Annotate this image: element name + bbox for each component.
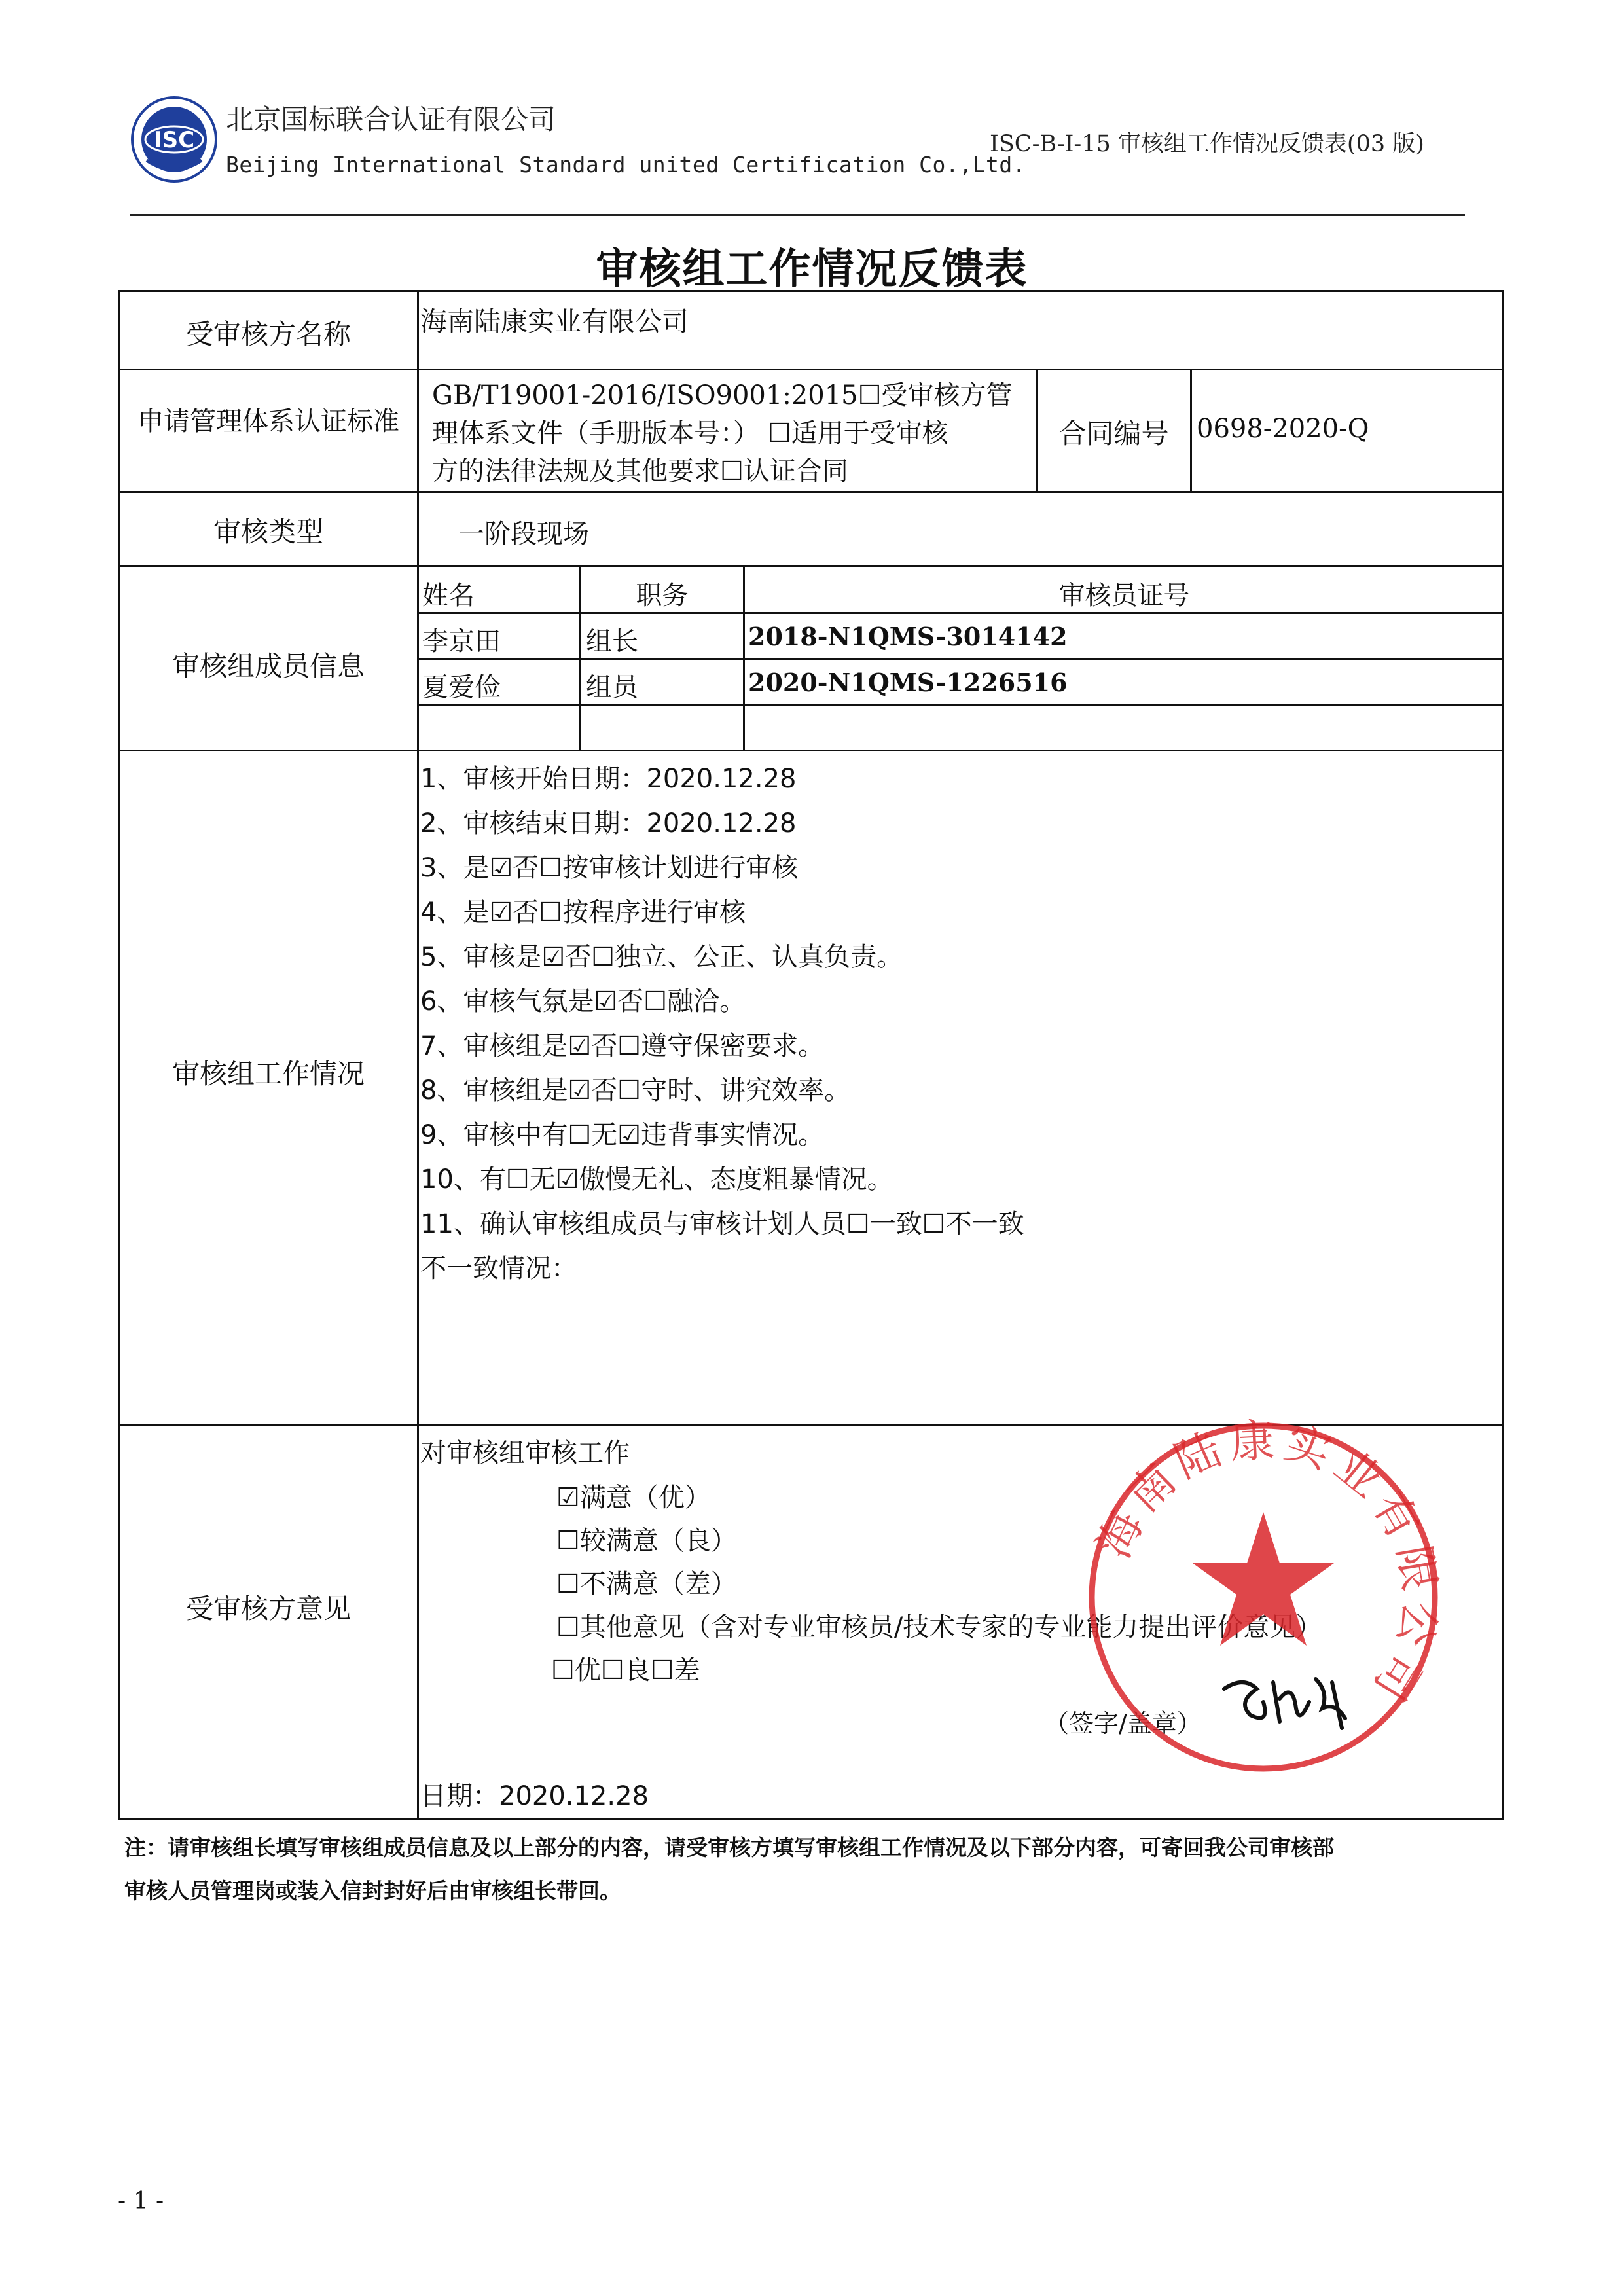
member-cert: 2020-N1QMS-1226516 xyxy=(748,668,1068,697)
row-divider xyxy=(118,491,1504,493)
member-name: 李京田 xyxy=(422,626,501,657)
row-divider xyxy=(118,750,1504,751)
work-item: 1、审核开始日期：2020.12.28 xyxy=(420,764,797,794)
header-divider xyxy=(130,214,1465,216)
page-title: 审核组工作情况反馈表 xyxy=(596,245,1028,294)
member-role: 组长 xyxy=(586,626,638,657)
work-item: 不一致情况： xyxy=(420,1254,577,1284)
contract-number-label: 合同编号 xyxy=(1058,418,1169,450)
member-name: 夏爱俭 xyxy=(422,672,501,702)
work-item: 2、审核结束日期：2020.12.28 xyxy=(420,808,797,839)
standard-line: 方的法律法规及其他要求☐认证合同 xyxy=(432,456,848,486)
svg-text:海南陆康实业有限公司: 海南陆康实业有限公司 xyxy=(1088,1415,1447,1715)
audit-type-label: 审核类型 xyxy=(213,516,323,548)
standard-label: 申请管理体系认证标准 xyxy=(137,407,399,437)
member-role: 组员 xyxy=(586,672,638,702)
document-code: ISC-B-I-15 审核组工作情况反馈表(03 版) xyxy=(990,131,1424,157)
work-item: 8、审核组是☑否☐守时、讲究效率。 xyxy=(420,1075,851,1106)
opinion-label: 受审核方意见 xyxy=(185,1593,351,1625)
work-item: 9、审核中有☐无☑违背事实情况。 xyxy=(420,1120,825,1150)
member-cert: 2018-N1QMS-3014142 xyxy=(748,622,1068,651)
auditee-label: 受审核方名称 xyxy=(185,318,351,350)
company-name-en: Beijing International Standard united Certification Co.,Ltd. xyxy=(226,152,1026,177)
opinion-date: 日期：2020.12.28 xyxy=(420,1781,649,1811)
svg-text:ISC: ISC xyxy=(153,127,195,153)
members-header-role: 职务 xyxy=(636,581,689,611)
members-label: 审核组成员信息 xyxy=(171,650,365,682)
work-item: 6、审核气氛是☑否☐融洽。 xyxy=(420,986,746,1017)
opinion-option: ☐优☐良☐差 xyxy=(551,1655,700,1686)
work-item: 10、有☐无☑傲慢无礼、态度粗暴情况。 xyxy=(420,1165,893,1195)
page-number: - 1 - xyxy=(118,2188,164,2214)
standard-line: GB/T19001-2016/ISO9001:2015☐受审核方管 xyxy=(432,380,1013,410)
auditee-name: 海南陆康实业有限公司 xyxy=(420,306,689,337)
company-name-cn: 北京国标联合认证有限公司 xyxy=(226,103,556,136)
members-header-name: 姓名 xyxy=(422,581,475,611)
row-divider xyxy=(118,369,1504,370)
work-item: 3、是☑否☐按审核计划进行审核 xyxy=(420,853,799,883)
row-divider xyxy=(118,565,1504,567)
isc-logo xyxy=(130,95,219,184)
contract-number: 0698-2020-Q xyxy=(1197,414,1369,444)
audit-type-value: 一阶段现场 xyxy=(458,519,589,549)
work-item: 11、确认审核组成员与审核计划人员☐一致☐不一致 xyxy=(420,1209,1024,1239)
work-item: 4、是☑否☐按程序进行审核 xyxy=(420,897,746,928)
footnote-line: 审核人员管理岗或装入信封封好后由审核组长带回。 xyxy=(124,1878,621,1904)
work-item: 7、审核组是☑否☐遵守保密要求。 xyxy=(420,1031,825,1061)
opinion-option: ☐较满意（良） xyxy=(556,1526,737,1556)
footnote-line: 注：请审核组长填写审核组成员信息及以上部分的内容，请受审核方填写审核组工作情况及以下部分内容，可寄回我公司审核部 xyxy=(124,1835,1334,1860)
work-item: 5、审核是☑否☐独立、公正、认真负责。 xyxy=(420,942,903,972)
opinion-option: ☑满意（优） xyxy=(556,1483,711,1513)
work-label: 审核组工作情况 xyxy=(171,1058,365,1090)
handwritten-signature xyxy=(1218,1663,1362,1735)
members-header-cert: 审核员证号 xyxy=(1058,581,1190,611)
opinion-option: ☐不满意（差） xyxy=(556,1569,737,1599)
contract-value-divider xyxy=(1190,369,1192,491)
sign-label: （签字/盖章） xyxy=(1044,1709,1202,1738)
label-column-divider xyxy=(417,290,419,1820)
opinion-intro: 对审核组审核工作 xyxy=(420,1438,630,1468)
standard-line: 理体系文件（手册版本号：） ☐适用于受审核 xyxy=(432,418,948,448)
opinion-option: ☐其他意见（含对专业审核员/技术专家的专业能力提出评价意见） xyxy=(556,1612,1322,1642)
